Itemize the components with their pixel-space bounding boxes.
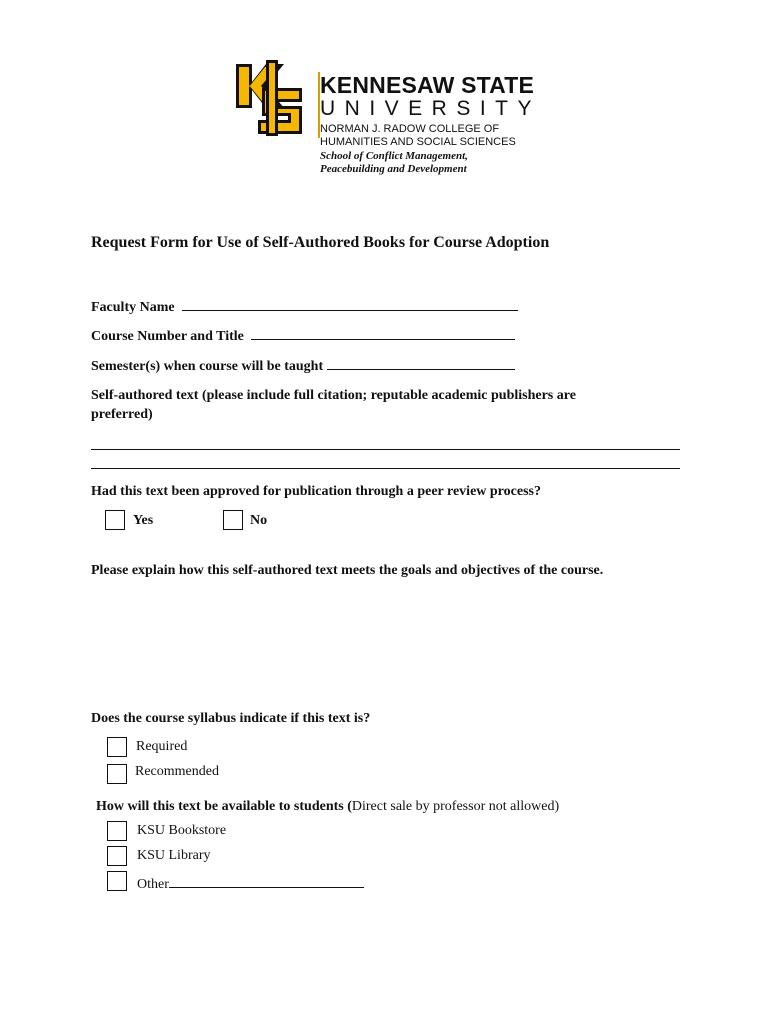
peer-review-no-checkbox[interactable] (223, 510, 243, 530)
course-field[interactable] (251, 326, 515, 340)
availability-question (96, 799, 559, 815)
bookstore-checkbox[interactable] (107, 821, 127, 841)
school-name (320, 150, 468, 176)
semester-row (91, 356, 515, 375)
semester-label: Semester(s) when course will be taught (91, 359, 324, 374)
citation-field-line-2[interactable] (91, 468, 680, 469)
peer-review-no-label: No (250, 513, 268, 528)
school-line-1: School of Conflict Management, (320, 150, 468, 162)
peer-review-yes-label: Yes (133, 513, 154, 528)
text-citation-label-line-1: Self-authored text (please include full citation; reputable academic publishers are (91, 388, 576, 403)
explain-prompt: Please explain how this self-authored text meets the goals and objectives of the course. (91, 563, 604, 578)
faculty-name-field[interactable] (182, 297, 518, 311)
text-citation-label (91, 386, 576, 424)
availability-question-bold: How will this text be available to students ( (96, 799, 352, 814)
other-label: Other (137, 877, 169, 892)
course-row (91, 326, 515, 345)
bookstore-label: KSU Bookstore (137, 823, 227, 838)
college-name (320, 123, 516, 149)
other-checkbox[interactable] (107, 871, 127, 891)
recommended-checkbox[interactable] (107, 764, 127, 784)
university-name: KENNESAW STATE (320, 72, 535, 98)
university-logo (232, 58, 552, 178)
other-field[interactable] (169, 873, 364, 888)
ksu-emblem-icon (232, 58, 310, 138)
university-word: UNIVERSITY (320, 97, 542, 120)
college-line-2: HUMANITIES AND SOCIAL SCIENCES (320, 136, 516, 148)
peer-review-yes-checkbox[interactable] (105, 510, 125, 530)
syllabus-question: Does the course syllabus indicate if this text is? (91, 711, 371, 726)
other-row (137, 873, 364, 893)
required-checkbox[interactable] (107, 737, 127, 757)
faculty-name-label: Faculty Name (91, 300, 175, 315)
course-label: Course Number and Title (91, 329, 244, 344)
form-title: Request Form for Use of Self-Authored Books for Course Adoption (91, 234, 550, 251)
semester-field[interactable] (327, 356, 515, 370)
faculty-name-row (91, 297, 518, 316)
required-label: Required (136, 739, 188, 754)
school-line-2: Peacebuilding and Development (320, 163, 467, 175)
citation-field-line-1[interactable] (91, 449, 680, 450)
library-checkbox[interactable] (107, 846, 127, 866)
text-citation-label-line-2: preferred) (91, 407, 153, 422)
availability-question-note: Direct sale by professor not allowed) (351, 799, 560, 814)
college-line-1: NORMAN J. RADOW COLLEGE OF (320, 123, 500, 135)
peer-review-question: Had this text been approved for publication through a peer review process? (91, 484, 541, 499)
recommended-label: Recommended (135, 764, 219, 779)
library-label: KSU Library (137, 848, 211, 863)
